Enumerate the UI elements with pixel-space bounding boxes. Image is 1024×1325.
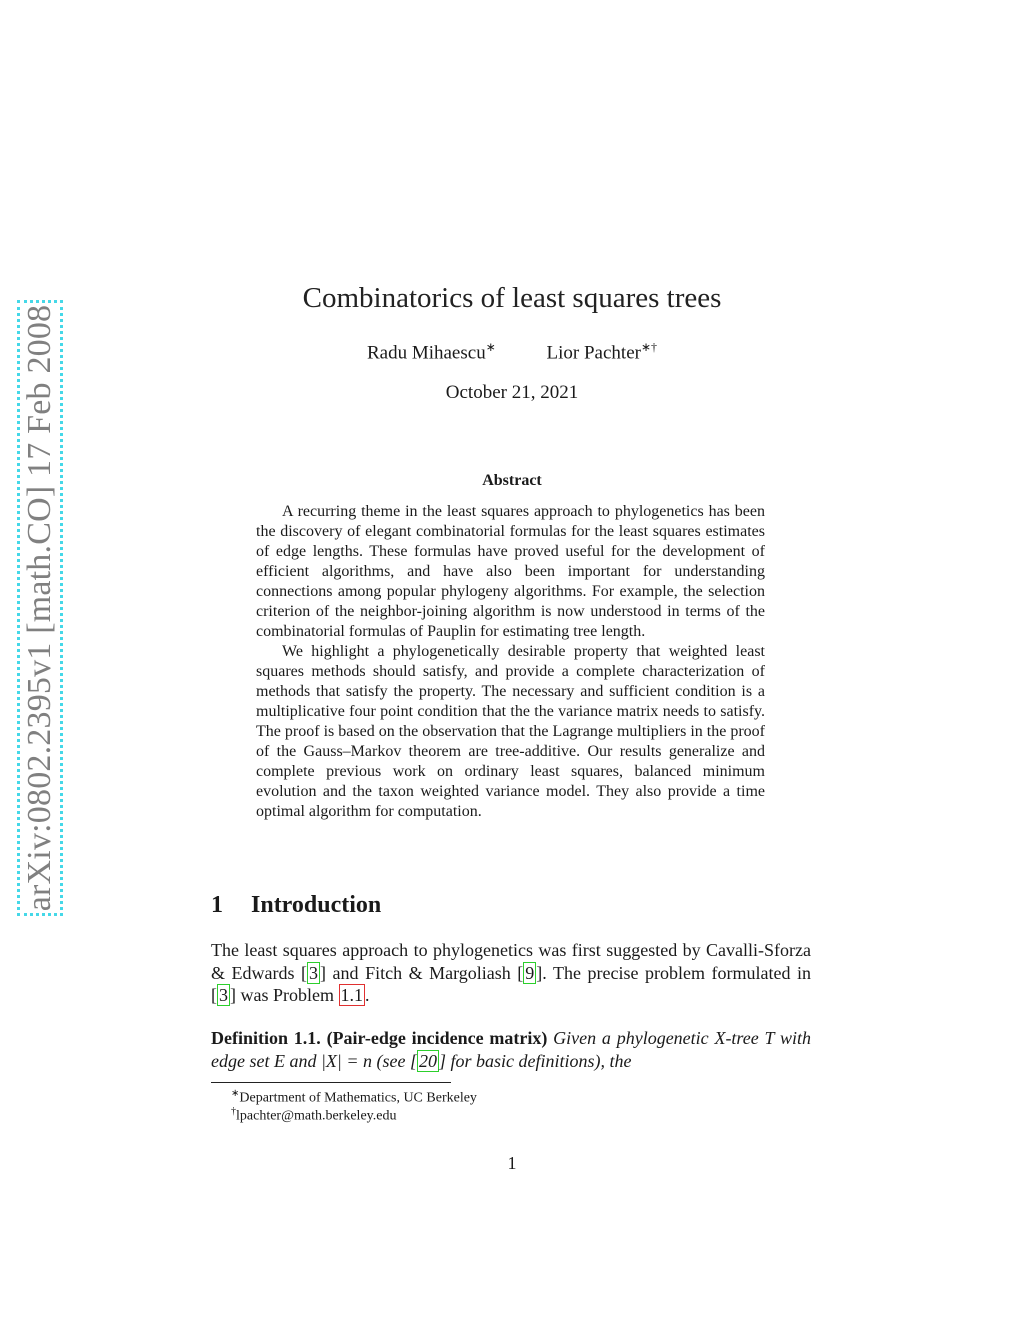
paper-date: October 21, 2021 <box>445 382 579 403</box>
citation-link[interactable]: 9 <box>525 962 535 983</box>
paper-title: Combinatorics of least squares trees <box>302 282 722 314</box>
author-1 <box>367 340 496 364</box>
intro-text: was Problem <box>236 985 339 1005</box>
intro-text: . <box>365 985 370 1005</box>
definition-block: Definition 1.1. (Pair-edge incidence matrix) Given a phylogenetic X-tree T with edge set E and |X| = n (see [ 20 ] for basic definitions), the <box>211 1028 811 1071</box>
footnote-rule <box>211 1082 451 1083</box>
footnote-2 <box>231 1106 396 1125</box>
section-title: Introduction <box>251 892 382 918</box>
footnote-2-mark: † <box>231 1106 236 1117</box>
definition-text: for basic definitions), the <box>446 1050 632 1071</box>
definition-text: Given a phylogenetic X-tree T with edge set E and |X| = n (see <box>211 1028 811 1071</box>
intro-text: The least squares approach to phylogenetics was first suggested by Cavalli-Sforza & Edwards <box>211 940 811 983</box>
definition-name: (Pair-edge incidence matrix) <box>326 1028 548 1048</box>
citation-link[interactable]: 20 <box>419 1050 437 1071</box>
citation-link[interactable]: 3 <box>219 985 228 1005</box>
footnote-1-text: Department of Mathematics, UC Berkeley <box>239 1090 477 1106</box>
abstract-body <box>256 502 765 822</box>
intro-text: . The precise problem formulated in <box>542 962 811 983</box>
footnote-2-text: lpachter@math.berkeley.edu <box>236 1108 397 1124</box>
problem-reference-link[interactable]: 1.1 <box>340 985 363 1005</box>
section-number: 1 <box>211 892 223 918</box>
author-list <box>0 340 1024 364</box>
intro-paragraph: The least squares approach to phylogenetics was first suggested by Cavalli-Sforza & Edwards [ 3 ] and Fitch & Margoliash [ 9 ]. The precise problem formulated in [ 3 ] was Problem 1.1 . <box>211 940 811 1005</box>
author-2-name: Lior Pachter <box>546 342 641 364</box>
author-1-marks: ∗ <box>485 340 496 354</box>
definition-label: Definition 1.1. <box>211 1028 321 1048</box>
footnote-1-mark: ∗ <box>231 1088 240 1099</box>
abstract-paragraph-2: We highlight a phylogenetically desirable property that weighted least squares methods should satisfy, and provide a complete characterization of methods that satisfy the property. The necessary and sufficient condition is a multiplicative four point condition that the the variance matrix needs to satisfy. The proof is based on the observation that the Lagrange multipliers in the proof of the Gauss–Markov theorem are tree-additive. Our results generalize and complete previous work on ordinary least squares, balanced minimum evolution and the taxon weighted variance model. They also provide a time optimal algorithm for computation. <box>256 643 765 820</box>
intro-text: and Fitch & Margoliash <box>326 962 518 983</box>
author-2 <box>547 340 658 364</box>
author-2-marks: ∗† <box>640 340 658 354</box>
page-number: 1 <box>507 1153 517 1173</box>
abstract-paragraph-1: A recurring theme in the least squares approach to phylogenetics has been the discovery of elegant combinatorial formulas for the least squares estimates of edge lengths. These formulas have proved useful for the development of efficient algorithms, and have also been important for understanding connections among popular phylogeny algorithms. For example, the selection criterion of the neighbor-joining algorithm is now understood in terms of the combinatorial formulas of Pauplin for estimating tree length. <box>256 503 765 640</box>
footnote-1 <box>231 1088 477 1107</box>
abstract-heading: Abstract <box>482 472 542 489</box>
section-heading <box>211 892 381 919</box>
author-1-name: Radu Mihaescu <box>366 342 486 364</box>
citation-link[interactable]: 3 <box>309 962 319 983</box>
arxiv-id: arXiv:0802.2395v1 [math.CO] 17 Feb 2008 <box>21 304 58 912</box>
